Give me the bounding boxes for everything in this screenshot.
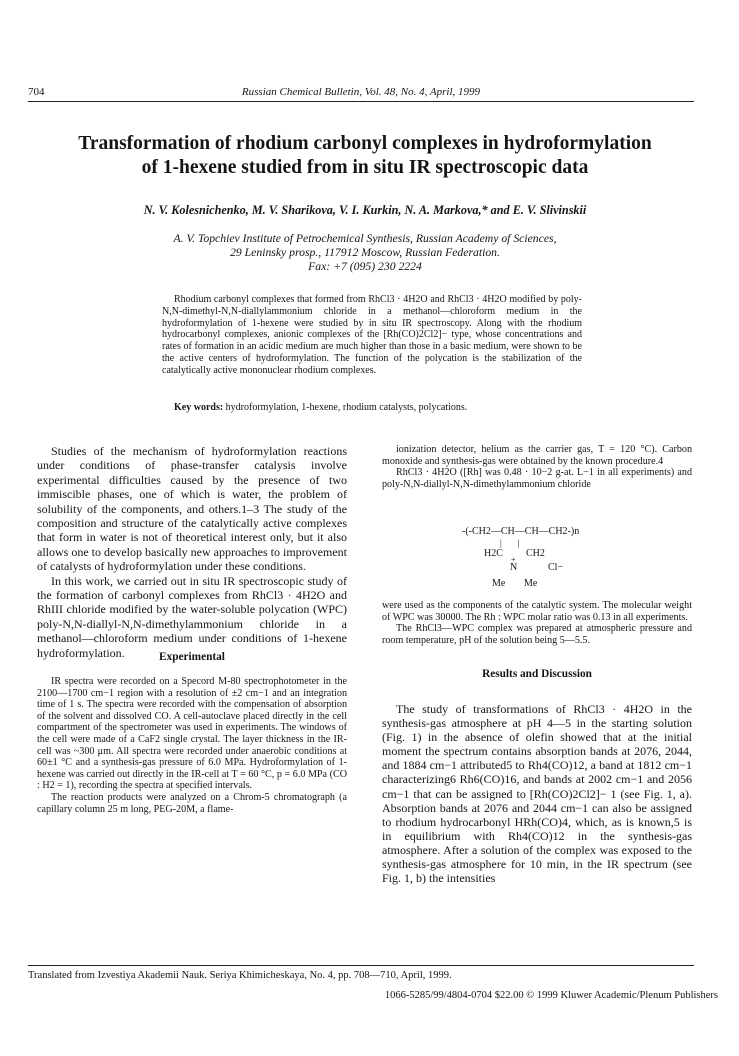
experimental-heading: Experimental <box>159 651 225 663</box>
intro-paragraph: Studies of the mechanism of hydroformylation reactions under conditions of phase-transfer catalysis involve experimental difficulties caused by the presence of two immiscible phases, one of which is water, the problem of solubility of the components, and others.1–3 The study of the composition and structure of the catalytically active complexes that form in water is not of theoretical interest only, but it also allows one to develop basically new approaches to improvement of catalysts of hydroformylation under these conditions. <box>37 444 347 574</box>
formula-nitrogen: N <box>510 562 518 573</box>
methods-paragraph: ionization detector, helium as the carrier gas, T = 120 °C). Carbon monoxide and synthesis-gas were obtained by the known procedure.4 <box>382 444 692 467</box>
formula-methyl-right: Me <box>524 578 538 589</box>
title-line-1: Transformation of rhodium carbonyl complexes in hydroformylation <box>78 133 652 154</box>
formula-ring-right: CH2 <box>526 548 545 559</box>
copyright-line: 1066-5285/99/4804-0704 $22.00 © 1999 Kluwer Academic/Plenum Publishers <box>384 990 718 1001</box>
keywords <box>162 402 582 413</box>
article-title <box>50 132 680 180</box>
formula-counterion: Cl− <box>548 562 564 573</box>
running-title: Russian Chemical Bulletin, Vol. 48, No. 4, April, 1999 <box>241 86 481 98</box>
right-column-methods <box>382 444 692 490</box>
abstract: Rhodium carbonyl complexes that formed from RhCl3 · 4H2O and RhCl3 · 4H2O modified by poly-N,N-dimethyl-N,N-diallylammonium chloride in a methanol—chloroform medium in the hydroformylation of 1-hexene were studied by in situ IR spectroscopy. Along with the rhodium hydrocarbonyl complexes, anionic complexes of the [Rh(CO)2Cl2]− type, whose concentrations and rates of formation in an acidic medium are much higher than those in a basic medium, were shown to be the active centers of hydroformylation. The function of the polycation is the stabilization of the catalytically active mononuclear rhodium complexes. <box>162 294 582 376</box>
methods-paragraph: were used as the components of the catalytic system. The molecular weight of WPC was 30000. The Rh : WPC molar ratio was 0.13 in all experiments. <box>382 600 692 623</box>
footer-rule <box>28 965 694 966</box>
formula-bond: | | <box>500 538 520 548</box>
intro-paragraph: In this work, we carried out in situ IR spectroscopic study of the formation of carbonyl complexes from RhCl3 · 4H2O and RhIII chloride modified by the water-soluble polycation (WPC) poly-N,N-diallyl-N,N-dimethylammonium chloride in a methanol—chloroform medium under conditions of 1-hexene hydroformylation. <box>37 573 347 660</box>
experimental-text <box>37 676 347 815</box>
results-paragraph: The study of transformations of RhCl3 · 4H2O in the synthesis-gas atmosphere at pH 4—5 in the starting solution (Fig. 1) in the absence of olefin showed that at the initial moment the spectrum contains absorption bands at 2076, 2044, and 1884 cm−1 attributed5 to Rh4(CO)12, a band at 1812 cm−1 characterizing6 Rh6(CO)16, and bands at 2002 cm−1 and 2056 cm−1 that can be assigned to [Rh(CO)2Cl2]− 1 (see Fig. 1, a). Absorption bands at 2076 and 2044 cm−1 can also be assigned to rhodium hydrocarbonyl HRh(CO)4, which, as is known,5 is in equilibrium with Rh4(CO)12 in the synthesis-gas atmosphere. After a solution of the complex was exposed to the synthesis-gas atmosphere for 10 min, in the IR spectrum (see Fig. 1, b) the intensities <box>382 702 692 886</box>
results-text <box>382 702 692 885</box>
header-rule <box>28 101 694 102</box>
methods-paragraph: RhCl3 · 4H2O ([Rh] was 0.48 · 10−2 g-at. L−1 in all experiments) and poly-N,N-diallyl-N,N-dimethylammonium chloride <box>382 467 692 490</box>
formula-methyl-left: Me <box>492 578 506 589</box>
left-column-intro <box>37 444 347 660</box>
experimental-paragraph: The reaction products were analyzed on a Chrom-5 chromatograph (a capillary column 25 m long, PEG-20M, a flame- <box>37 791 347 815</box>
affiliation-line: 29 Leninsky prosp., 117912 Moscow, Russian Federation. <box>230 246 500 259</box>
right-column-methods-cont <box>382 600 692 646</box>
polycation-structure <box>462 526 622 596</box>
page-number: 704 <box>28 86 45 98</box>
affiliation <box>60 232 670 274</box>
formula-ring-left: H2C <box>484 548 503 559</box>
results-heading: Results and Discussion <box>482 668 592 680</box>
experimental-paragraph: IR spectra were recorded on a Specord M-80 spectrophotometer in the 2100—1700 cm−1 region with a resolution of ±2 cm−1 and an integration time of 1 s. The spectra were recorded with the compensation of absorption of the solvent and dissolved CO. A cell-autoclave placed directly in the cell compartment of the spectrometer was used in experiments. The windows of the cell were made of a CaF2 single crystal. The layer thickness in the IR-cell was ~300 μm. All spectra were recorded under anaerobic conditions at 60±1 °C and a synthesis-gas pressure of 6.0 MPa. Hydroformylation of 1-hexene was carried out directly in the IR-cell at T = 60 °C, p = 6.0 MPa (CO : H2 = 1), recording the spectra at specified intervals. <box>37 676 347 792</box>
author-list: N. V. Kolesnichenko, M. V. Sharikova, V. I. Kurkin, N. A. Markova,* and E. V. Slivinskii <box>143 203 587 217</box>
formula-charge: + <box>511 555 516 564</box>
affiliation-line: Fax: +7 (095) 230 2224 <box>308 260 422 273</box>
keywords-text: hydroformylation, 1-hexene, rhodium catalysts, polycations. <box>225 402 468 413</box>
keywords-label: Key words: <box>174 402 224 413</box>
formula-chain: -(-CH2—CH—CH—CH2-)n <box>462 526 580 537</box>
translation-note: Translated from Izvestiya Akademii Nauk. Seriya Khimicheskaya, No. 4, pp. 708—710, April, 1999. <box>28 970 452 981</box>
methods-paragraph: The RhCl3—WPC complex was prepared at atmospheric pressure and room temperature, pH of the solution being 5—5.5. <box>382 623 692 646</box>
title-line-2: of 1-hexene studied from in situ IR spectroscopic data <box>141 157 589 178</box>
affiliation-line: A. V. Topchiev Institute of Petrochemical Synthesis, Russian Academy of Sciences, <box>173 232 557 245</box>
